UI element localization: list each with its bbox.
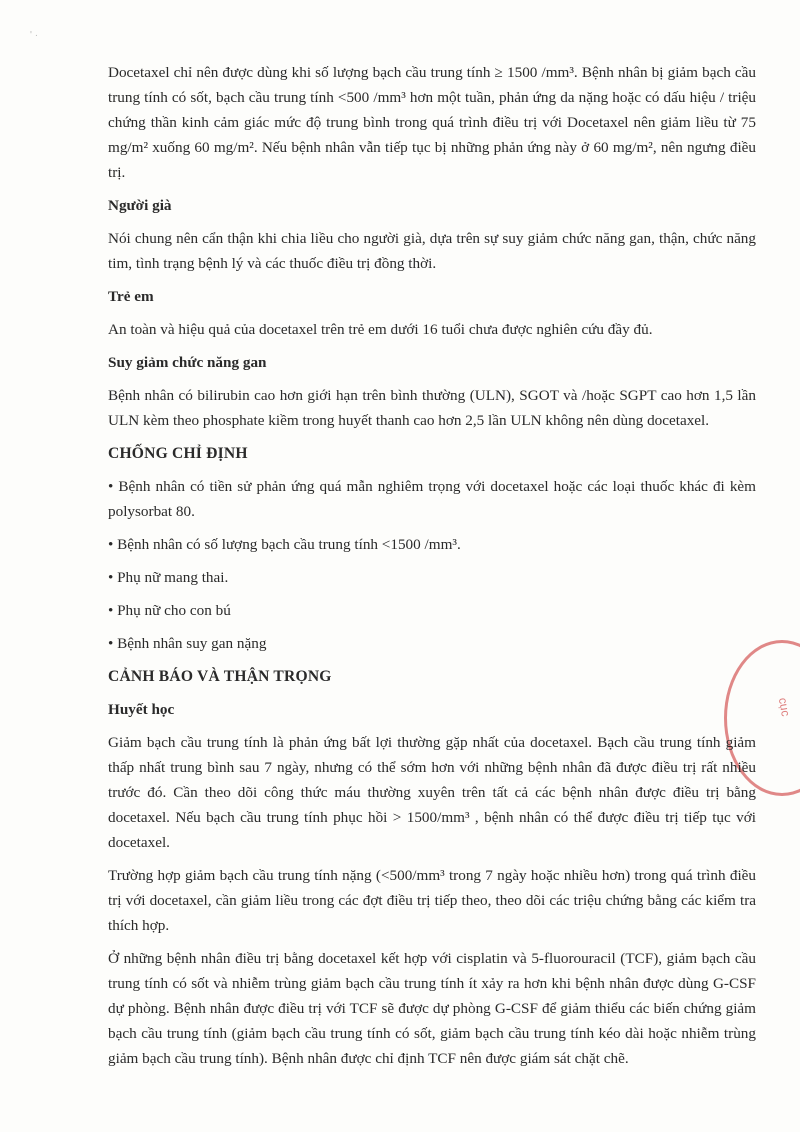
contraindication-item: • Phụ nữ cho con bú — [108, 602, 231, 619]
contraindication-item: • Bệnh nhân suy gan nặng — [108, 635, 267, 652]
elderly-heading: Người già — [108, 197, 172, 214]
warnings-heading: CẢNH BÁO VÀ THẬN TRỌNG — [108, 668, 332, 685]
warnings-paragraph: Giảm bạch cầu trung tính là phản ứng bất lợi thường gặp nhất của docetaxel. Bạch cầu trung tính giảm thấp nhất trung bình sau 7 ngày, nhưng có thể sớm hơn với những bệnh nhân đã được điều trị rất nhiều trước đó. Cần theo dõi công thức máu thường xuyên trên tất cả các bệnh nhân được điều trị bằng docetaxel. Nếu bạch cầu trung tính phục hồi > 1500/mm³ , bệnh nhân có thể được điều trị tiếp tục với docetaxel. — [108, 734, 756, 851]
stamp-text: cục — [776, 696, 794, 718]
hematology-heading: Huyết học — [108, 701, 175, 718]
contraindication-item: • Phụ nữ mang thai. — [108, 569, 229, 586]
scan-mark: ' · — [30, 30, 39, 41]
liver-heading: Suy giảm chức năng gan — [108, 354, 267, 371]
contraindications-heading: CHỐNG CHỈ ĐỊNH — [108, 445, 248, 462]
liver-text: Bệnh nhân có bilirubin cao hơn giới hạn trên bình thường (ULN), SGOT và /hoặc SGPT cao hơn 1,5 lần ULN kèm theo phosphate kiềm trong huyết thanh cao hơn 2,5 lần ULN không nên dùng docetaxel. — [108, 387, 756, 429]
elderly-text: Nói chung nên cẩn thận khi chia liều cho người già, dựa trên sự suy giảm chức năng gan, thận, chức năng tim, tình trạng bệnh lý và các thuốc điều trị đồng thời. — [108, 230, 756, 272]
children-heading: Trẻ em — [108, 288, 154, 305]
warnings-paragraph: Trường hợp giảm bạch cầu trung tính nặng (<500/mm³ trong 7 ngày hoặc nhiều hơn) trong quá trình điều trị với docetaxel, cần giảm liều trong các đợt điều trị tiếp theo, theo dõi các triệu chứng bằng các kiểm tra thích hợp. — [108, 867, 756, 934]
document-page — [108, 60, 756, 1079]
children-text: An toàn và hiệu quả của docetaxel trên trẻ em dưới 16 tuổi chưa được nghiên cứu đầy đủ. — [108, 321, 653, 338]
intro-paragraph: Docetaxel chỉ nên được dùng khi số lượng bạch cầu trung tính ≥ 1500 /mm³. Bệnh nhân bị giảm bạch cầu trung tính có sốt, bạch cầu trung tính <500 /mm³ hơn một tuần, phản ứng da nặng hoặc có dấu hiệu / triệu chứng thần kinh cảm giác mức độ trung bình trong quá trình điều trị với Docetaxel nên giảm liều từ 75 mg/m² xuống 60 mg/m². Nếu bệnh nhân vẫn tiếp tục bị những phản ứng này ở 60 mg/m², nên ngưng điều trị. — [108, 64, 756, 181]
warnings-paragraph: Ở những bệnh nhân điều trị bằng docetaxel kết hợp với cisplatin và 5-fluorouracil (TCF), giảm bạch cầu trung tính có sốt và nhiễm trùng giảm bạch cầu trung tính ít xảy ra hơn khi bệnh nhân được dùng G-CSF dự phòng. Bệnh nhân được điều trị với TCF sẽ được dự phòng G-CSF để giảm thiểu các biến chứng giảm bạch cầu trung tính (giảm bạch cầu trung tính có sốt, giảm bạch cầu trung tính kéo dài hoặc nhiễm trùng giảm bạch cầu trung tính). Bệnh nhân được chỉ định TCF nên được giám sát chặt chẽ. — [108, 950, 756, 1067]
contraindication-item: • Bệnh nhân có số lượng bạch cầu trung tính <1500 /mm³. — [108, 536, 461, 553]
contraindication-item: • Bệnh nhân có tiền sử phản ứng quá mẫn nghiêm trọng với docetaxel hoặc các loại thuốc khác đi kèm polysorbat 80. — [108, 478, 756, 520]
